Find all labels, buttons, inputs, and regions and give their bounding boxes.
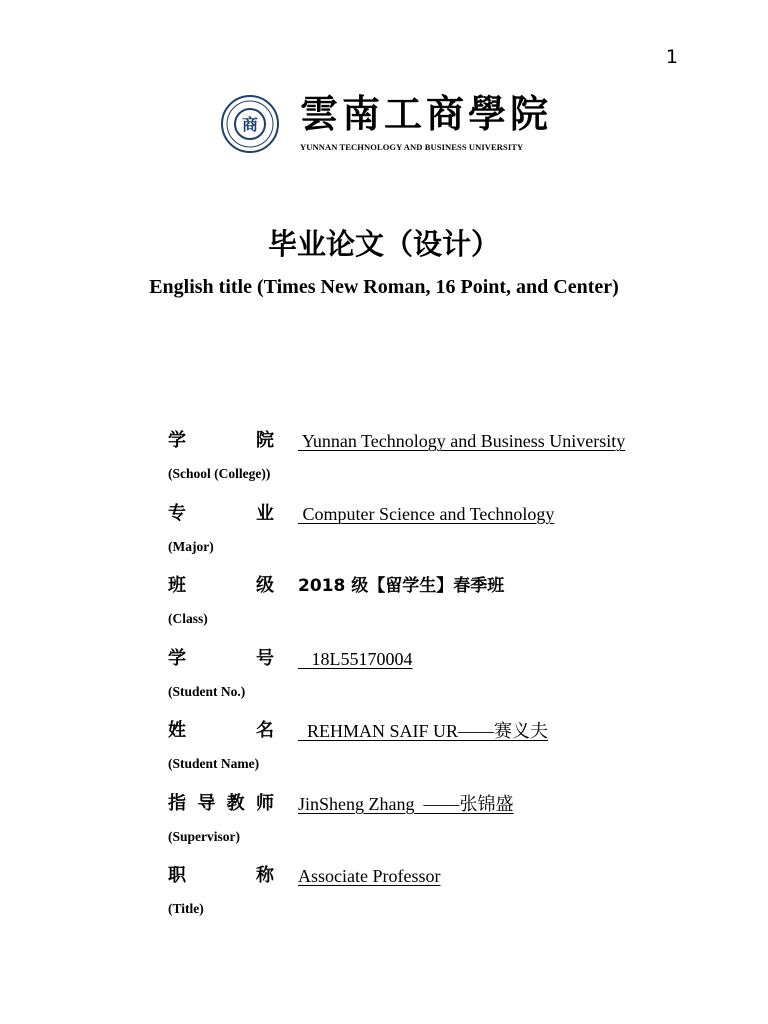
field-label-char: 姓 [168,720,186,741]
svg-text:商: 商 [241,115,259,134]
field-label-char: 级 [256,575,274,596]
field-row [168,573,688,601]
field-label-char: 导 [197,792,216,814]
field-label-char: 业 [256,502,274,524]
field-label [168,646,274,672]
field-label [168,428,274,454]
field-value: REHMAN SAIF UR——赛义夫 [298,721,549,741]
university-name-cn: 雲南工商學院 [300,91,553,136]
field-label-char: 院 [256,430,274,451]
page-number: 1 [665,46,678,68]
field-label-char: 指 [168,792,186,814]
field-label-char: 称 [256,865,274,886]
field-label-char: 班 [168,575,186,596]
field-label-char: 师 [255,792,274,814]
field-note: (Major) [168,538,214,554]
info-field [168,791,688,844]
field-note: (Title) [168,901,204,916]
info-field [168,646,688,699]
field-label-char: 教 [226,792,245,814]
field-row [168,501,688,529]
university-seal-icon [220,94,280,154]
field-note: (Student No.) [168,683,246,699]
document-title-cn: 毕业论文（设计） [267,227,500,261]
field-note: (Student Name) [168,756,260,771]
field-row [168,863,688,891]
info-field [168,863,688,916]
field-label-char: 名 [256,720,274,741]
field-label [168,718,274,744]
field-label [168,791,274,817]
field-note: (Class) [168,611,208,626]
university-logo [220,91,553,156]
field-note: (School (College)) [168,466,271,481]
field-label [168,573,274,599]
info-field [168,501,688,554]
field-label [168,863,274,889]
field-row [168,791,688,819]
info-field [168,428,688,481]
field-value: Computer Science and Technology [298,503,555,524]
field-value: 18L55170004 [298,648,413,669]
field-row [168,646,688,674]
university-name-en: YUNNAN TECHNOLOGY AND BUSINESS UNIVERSITY [300,142,524,152]
document-title-en: English title (Times New Roman, 16 Point, and Center) [149,276,619,298]
field-label-char: 号 [256,647,274,669]
field-label-char: 专 [168,502,186,524]
field-label-char: 职 [168,865,186,886]
info-field [168,573,688,626]
info-field [168,718,688,771]
field-row [168,428,688,456]
field-value: Associate Professor [298,866,441,886]
field-value: Yunnan Technology and Business University [298,431,626,451]
field-value: 2018 级【留学生】春季班 [298,576,505,596]
field-row [168,718,688,746]
field-label [168,501,274,527]
field-value: JinSheng Zhang ——张锦盛 [298,793,514,814]
field-note: (Supervisor) [168,828,240,844]
field-label-char: 学 [168,647,186,669]
field-label-char: 学 [168,430,186,451]
